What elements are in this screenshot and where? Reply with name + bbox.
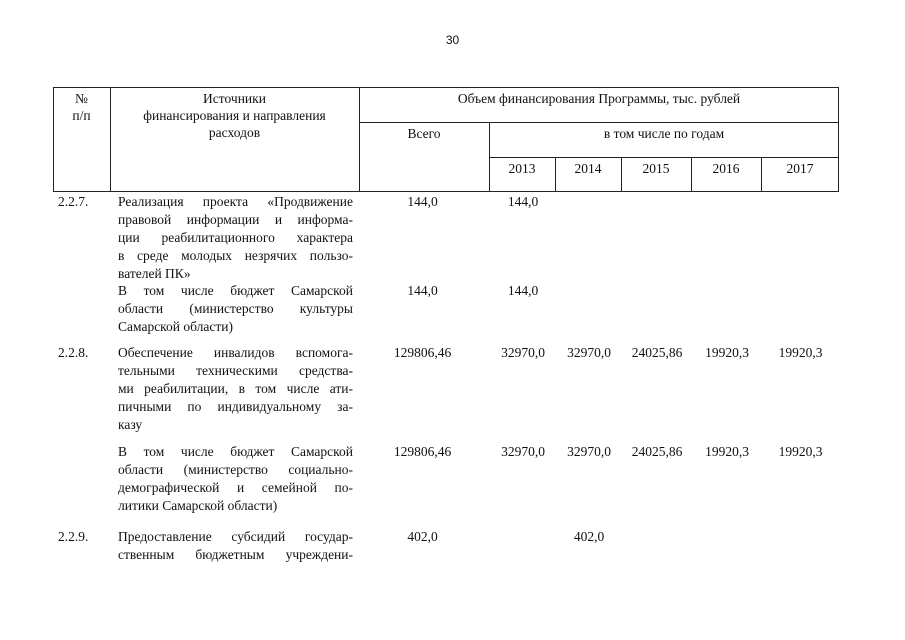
row-description: Предоставление субсидий государ- ственным бюджетным учреждени- xyxy=(118,529,353,562)
row-description: В том числе бюджет Самарской области (министерство культуры Самарской области) xyxy=(118,283,353,334)
header-year-2014: 2014 xyxy=(574,161,602,176)
row-total: 129806,46 xyxy=(393,444,452,459)
row-value-2017: 19920,3 xyxy=(778,444,823,459)
row-description: Обеспечение инвалидов вспомога- тельными техническими средства- ми реабилитации, в том числе ати- пичными по индивидуальному за- казу xyxy=(118,345,353,432)
row-value-2013: 32970,0 xyxy=(501,444,545,459)
row-value-2016: 19920,3 xyxy=(705,345,749,360)
header-year-2015: 2015 xyxy=(642,161,670,176)
row-value-2015: 24025,86 xyxy=(631,444,683,459)
row-number: 2.2.8. xyxy=(58,345,89,360)
table-row xyxy=(0,528,905,568)
row-value-2013: 144,0 xyxy=(507,194,539,209)
header-volume: Объем финансирования Программы, тыс. рублей xyxy=(457,91,741,106)
header-year-2016: 2016 xyxy=(712,161,740,176)
row-value-2014: 402,0 xyxy=(573,529,605,544)
row-total: 402,0 xyxy=(407,529,438,544)
header-year-2017: 2017 xyxy=(786,161,814,176)
table-row xyxy=(0,344,905,434)
row-value-2013: 144,0 xyxy=(507,283,539,298)
row-value-2014: 32970,0 xyxy=(567,444,611,459)
row-value-2014: 32970,0 xyxy=(567,345,611,360)
header-total: Всего xyxy=(407,126,441,141)
row-value-2015: 24025,86 xyxy=(631,345,683,360)
row-description: В том числе бюджет Самарской области (министерство социально- демографической и семейной по- литики Самарской области) xyxy=(118,444,353,513)
page-number: 30 xyxy=(445,33,460,47)
row-total: 144,0 xyxy=(407,283,438,298)
table-row xyxy=(0,193,905,283)
header-years-group: в том числе по годам xyxy=(603,126,725,141)
row-description: Реализация проекта «Продвижение правовой информации и информа- ции реабилитационного характера в среде молодых незрячих пользо- вателей ПК» xyxy=(118,194,353,281)
header-source: Источники финансирования и направления расходов xyxy=(143,91,326,140)
header-num: № п/п xyxy=(72,91,91,123)
table-row xyxy=(0,282,905,336)
row-value-2016: 19920,3 xyxy=(705,444,749,459)
table-row xyxy=(0,443,905,515)
row-number: 2.2.9. xyxy=(58,529,89,544)
row-total: 144,0 xyxy=(407,194,438,209)
row-total: 129806,46 xyxy=(393,345,452,360)
row-number: 2.2.7. xyxy=(58,194,89,209)
table-header xyxy=(53,87,839,192)
row-value-2013: 32970,0 xyxy=(501,345,545,360)
header-year-2013: 2013 xyxy=(508,161,536,176)
row-value-2017: 19920,3 xyxy=(778,345,823,360)
